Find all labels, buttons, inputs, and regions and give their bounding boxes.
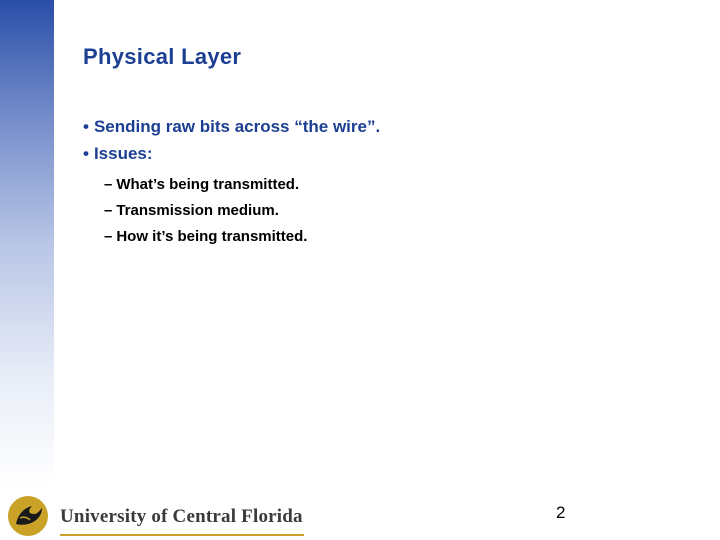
sub-bullet-marker: – xyxy=(104,202,113,219)
institution-wordmark: University of Central Florida xyxy=(60,506,303,527)
bullet-text: Issues: xyxy=(93,144,153,163)
pegasus-logo-icon xyxy=(6,494,50,538)
sub-bullet-list xyxy=(104,172,307,250)
page-number: 2 xyxy=(556,503,566,522)
sub-bullet-item xyxy=(104,198,307,224)
sub-bullet-item xyxy=(104,224,307,250)
sub-bullet-text: How it’s being transmitted. xyxy=(116,228,308,245)
bullet-list xyxy=(83,113,380,167)
sub-bullet-text: Transmission medium. xyxy=(116,202,279,219)
side-gradient-bar xyxy=(0,0,54,540)
bullet-item xyxy=(83,113,380,140)
bullet-marker: • xyxy=(83,144,89,163)
wordmark-underline xyxy=(60,534,304,536)
slide-title: Physical Layer xyxy=(83,44,242,69)
bullet-text: Sending raw bits across “the wire”. xyxy=(93,117,381,136)
bullet-marker: • xyxy=(83,117,89,136)
sub-bullet-item xyxy=(104,172,307,198)
sub-bullet-marker: – xyxy=(104,176,113,193)
sub-bullet-marker: – xyxy=(104,228,113,245)
bullet-item xyxy=(83,140,380,167)
sub-bullet-text: What’s being transmitted. xyxy=(116,176,300,193)
